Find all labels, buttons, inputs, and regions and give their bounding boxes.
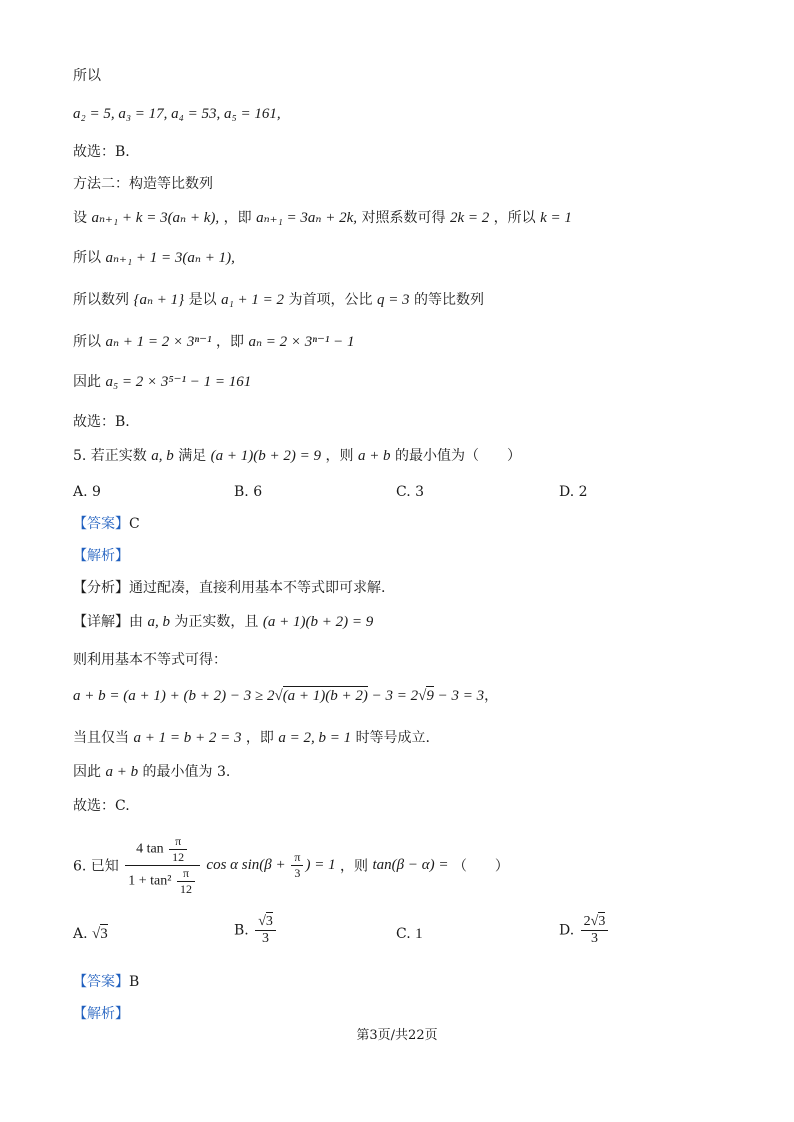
- text: 对照系数可得: [361, 210, 446, 226]
- formula: (a + 1)(b + 2) = 9: [210, 448, 322, 464]
- text-line: [73, 650, 227, 670]
- analysis-line: [73, 1004, 129, 1024]
- formula: q = 3: [376, 292, 410, 308]
- fraction-denominator: 3: [262, 931, 270, 946]
- formula: (a + 1)(b + 2): [282, 688, 368, 704]
- option-c: C. 3: [396, 484, 425, 500]
- option-b: B. 6: [234, 484, 263, 500]
- text: ，即: [223, 210, 252, 226]
- text: 方法二：构造等比数列: [73, 176, 213, 192]
- formula-line: [73, 686, 498, 706]
- answer-value: C: [129, 516, 140, 532]
- answer-line: [73, 972, 139, 992]
- fraction: [255, 914, 276, 947]
- fraction: [125, 834, 200, 897]
- option-c: [396, 926, 423, 943]
- text: 的最小值为（ ）: [395, 448, 522, 464]
- text-line: [73, 372, 251, 392]
- option-label: A.: [73, 926, 88, 942]
- analysis-text: [73, 578, 385, 598]
- option-label: C.: [396, 926, 411, 942]
- answer-tag: 【答案】: [73, 974, 129, 990]
- sqrt-sign: √: [274, 688, 283, 704]
- text-line: [73, 248, 235, 268]
- text-line: [73, 208, 572, 228]
- text-line: [73, 174, 213, 194]
- detail-tag: 【详解】: [73, 614, 129, 630]
- option-d: [559, 914, 610, 947]
- formula: a + b: [357, 448, 391, 464]
- text: 的最小值为 3.: [142, 764, 231, 780]
- answer-line: [73, 514, 140, 534]
- text: 5. 若正实数: [73, 448, 147, 464]
- option-label: D.: [559, 922, 575, 939]
- fraction-denominator: 12: [172, 850, 185, 864]
- text: 设: [73, 210, 87, 226]
- formula: a₅ = 2 × 3⁵⁻¹ − 1 = 161: [105, 374, 252, 390]
- text: 则利用基本不等式可得：: [73, 652, 227, 668]
- text-line: [73, 290, 484, 310]
- text: 由: [129, 614, 143, 630]
- text-line: [73, 796, 130, 816]
- formula: a, b: [147, 614, 170, 630]
- text: （ ）: [452, 858, 509, 875]
- text: 因此: [73, 764, 101, 780]
- formula: − 3 = 2: [367, 688, 419, 704]
- fraction-denominator: [125, 866, 200, 897]
- fraction-denominator: 3: [294, 866, 301, 880]
- text: 为正实数，且: [174, 614, 259, 630]
- text-line: [73, 728, 430, 748]
- text: 故选：C.: [73, 798, 130, 814]
- fraction-numerator: π: [291, 850, 303, 866]
- answer-tag: 【答案】: [73, 516, 129, 532]
- formula: aₙ = 2 × 3ⁿ⁻¹ − 1: [248, 334, 355, 350]
- formula: a₂ = 5, a₃ = 17, a₄ = 53, a₅ = 161,: [73, 106, 281, 122]
- fraction-denominator: 3: [590, 931, 598, 946]
- option-value: 3: [100, 926, 108, 942]
- fraction-denominator: 12: [179, 882, 192, 896]
- text: ，即: [245, 730, 274, 746]
- formula: − 3 = 3: [433, 688, 485, 704]
- option-a: A. 9: [73, 484, 101, 500]
- text-line: [73, 412, 130, 432]
- formula: aₙ₊₁ = 3aₙ + 2k,: [256, 210, 358, 226]
- option-a: [73, 926, 108, 943]
- text-line: [73, 66, 101, 86]
- text: 是以: [188, 292, 217, 308]
- text: 故选：B.: [73, 144, 130, 160]
- text: 满足: [178, 448, 207, 464]
- text: 所以: [73, 334, 101, 350]
- text: ，所以: [493, 210, 536, 226]
- question-5: [73, 446, 521, 466]
- formula: 9: [426, 688, 434, 704]
- fraction: [581, 914, 609, 947]
- text: ，则: [325, 448, 354, 464]
- option-value: 1: [415, 926, 423, 942]
- formula: aₙ + 1 = 2 × 3ⁿ⁻¹: [105, 334, 212, 350]
- fraction: [177, 866, 195, 897]
- formula: 2k = 2: [449, 210, 490, 226]
- analysis-line: [73, 546, 129, 566]
- option-value: 3: [598, 914, 606, 929]
- fraction-numerator: π: [169, 834, 187, 850]
- fraction: [169, 834, 187, 865]
- formula: a + b: [105, 764, 139, 780]
- formula: k = 1: [540, 210, 572, 226]
- text: 当且仅当: [73, 730, 129, 746]
- formula: a = 2, b = 1: [278, 730, 352, 746]
- text: ，: [484, 688, 499, 704]
- text: 的等比数列: [414, 292, 485, 308]
- text: 因此: [73, 374, 101, 390]
- text-line: [73, 332, 355, 352]
- formula: aₙ₊₁ + 1 = 3(aₙ + 1),: [105, 250, 235, 266]
- text: ，即: [216, 334, 244, 350]
- question-6: [73, 834, 509, 897]
- text: 为首项，公比: [288, 292, 373, 308]
- fraction-numerator: √3: [255, 914, 276, 931]
- text: ，则: [340, 858, 369, 875]
- option-b: [234, 914, 278, 947]
- formula: aₙ₊₁ + k = 3(aₙ + k),: [91, 210, 220, 226]
- detail-line: [73, 612, 373, 632]
- text: 通过配凑，直接利用基本不等式即可求解.: [129, 580, 386, 596]
- text: 所以数列: [73, 292, 129, 308]
- text: 故选：B.: [73, 414, 130, 430]
- sqrt-sign: √: [92, 926, 101, 942]
- option-value: 2: [583, 914, 591, 929]
- text: 所以: [73, 68, 101, 84]
- formula: (a + 1)(b + 2) = 9: [262, 614, 374, 630]
- analysis-tag: 【解析】: [73, 548, 129, 564]
- formula-line: [73, 104, 281, 124]
- fraction-numerator: [125, 834, 200, 866]
- answer-value: B: [129, 974, 140, 990]
- formula: 4 tan: [136, 841, 164, 857]
- text-line: [73, 142, 130, 162]
- formula: a + 1 = b + 2 = 3: [133, 730, 242, 746]
- formula: {aₙ + 1}: [133, 292, 185, 308]
- formula: ) = 1: [305, 857, 336, 873]
- analysis-subtag: 【分析】: [73, 580, 129, 596]
- formula: 1 + tan²: [128, 873, 175, 889]
- formula: a + b = (a + 1) + (b + 2) − 3 ≥ 2: [73, 688, 275, 704]
- formula: a₁ + 1 = 2: [221, 292, 285, 308]
- sqrt-sign: √: [418, 688, 427, 704]
- text-line: [73, 762, 230, 782]
- text: 所以: [73, 250, 101, 266]
- option-label: B.: [234, 922, 249, 939]
- formula: tan(β − α) =: [372, 857, 449, 873]
- fraction-numerator: π: [177, 866, 195, 882]
- formula: a, b: [151, 448, 174, 464]
- option-d: D. 2: [559, 484, 588, 500]
- fraction-numerator: 2√3: [581, 914, 609, 931]
- fraction: [291, 850, 303, 881]
- option-value: 3: [265, 914, 273, 929]
- formula: cos α sin(β +: [206, 857, 290, 873]
- text: 6. 已知: [73, 858, 119, 875]
- page-footer: 第3页/共22页: [356, 1028, 438, 1043]
- analysis-tag: 【解析】: [73, 1006, 129, 1022]
- text: 时等号成立.: [355, 730, 431, 746]
